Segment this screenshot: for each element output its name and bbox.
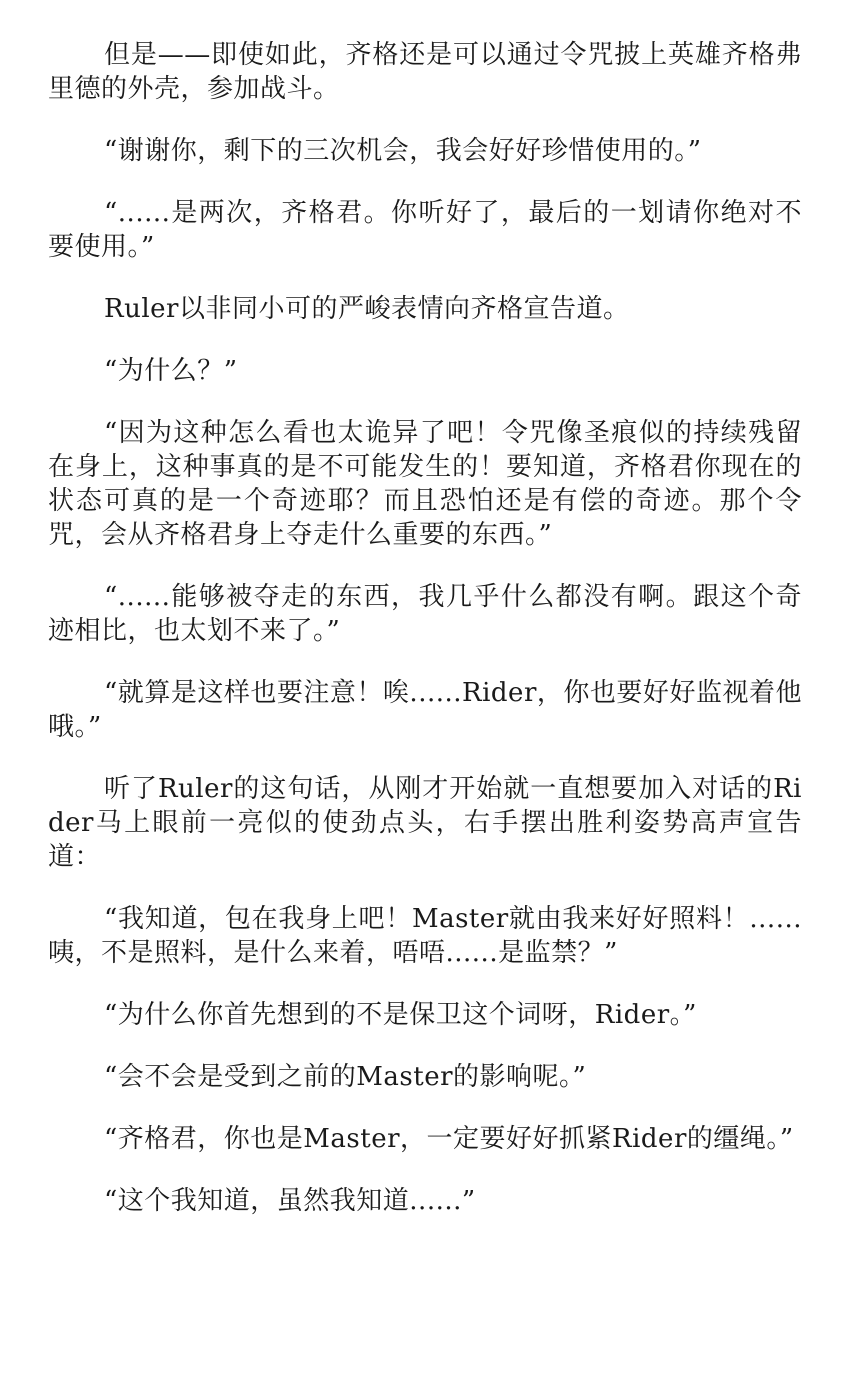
paragraph-5: “为什么？” <box>104 356 238 386</box>
paragraph-8: “就算是这样也要注意！唉......Rider，你也要好好监视着他哦。” <box>48 678 802 742</box>
paragraph-12: “会不会是受到之前的Master的影响呢。” <box>104 1062 587 1092</box>
paragraph-10: “我知道，包在我身上吧！Master就由我来好好照料！......咦，不是照料，是什么来着，唔唔......是监禁？” <box>48 904 802 968</box>
paragraph-11: “为什么你首先想到的不是保卫这个词呀，Rider。” <box>104 1000 697 1030</box>
paragraph-14: “这个我知道，虽然我知道......” <box>104 1186 476 1216</box>
paragraph-6: “因为这种怎么看也太诡异了吧！令咒像圣痕似的持续残留在身上，这种事真的是不可能发生的！要知道，齐格君你现在的状态可真的是一个奇迹耶？而且恐怕还是有偿的奇迹。那个令咒，会从齐格君身上夺走什么重要的东西。” <box>48 418 802 550</box>
paragraph-1: 但是——即使如此，齐格还是可以通过令咒披上英雄齐格弗里德的外壳，参加战斗。 <box>48 40 802 104</box>
paragraph-7: “......能够被夺走的东西，我几乎什么都没有啊。跟这个奇迹相比，也太划不来了。” <box>48 582 802 646</box>
paragraph-3: “......是两次，齐格君。你听好了，最后的一划请你绝对不要使用。” <box>48 198 802 262</box>
paragraph-4: Ruler以非同小可的严峻表情向齐格宣告道。 <box>104 294 630 324</box>
paragraph-9: 听了Ruler的这句话，从刚才开始就一直想要加入对话的Rider马上眼前一亮似的使劲点头，右手摆出胜利姿势高声宣告道： <box>48 774 802 872</box>
novel-page <box>48 38 802 1246</box>
paragraph-13: “齐格君，你也是Master，一定要好好抓紧Rider的缰绳。” <box>104 1124 794 1154</box>
paragraph-2: “谢谢你，剩下的三次机会，我会好好珍惜使用的。” <box>104 136 702 166</box>
